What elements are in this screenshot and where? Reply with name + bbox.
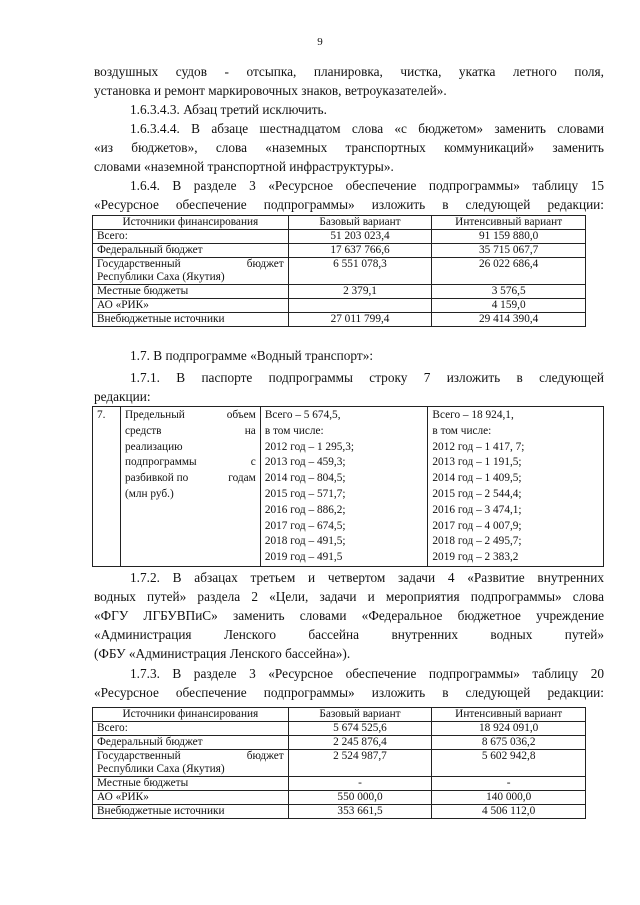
desc-word: разбивкой по xyxy=(124,472,189,485)
text-line: воздушных судов - отсыпка, планировка, чистка, укатка летного поля, xyxy=(94,64,604,79)
source-word: бюджет xyxy=(246,258,284,270)
source-word: Государственный xyxy=(97,258,181,270)
base-cell: 2 379,1 xyxy=(288,285,432,299)
text-line: «Ресурсное обеспечение подпрограммы» изложить в следующей редакции: xyxy=(94,197,604,212)
source-cell: Всего: xyxy=(93,230,289,244)
paragraph-1-7-2 xyxy=(94,568,604,663)
table-row xyxy=(93,750,586,777)
funding-line: Всего – 5 674,5, xyxy=(264,409,341,421)
funding-line: 2015 год – 2 544,4; xyxy=(432,487,522,500)
intensive-cell: 29 414 390,4 xyxy=(432,313,586,327)
source-cell: Местные бюджеты xyxy=(93,285,289,299)
base-cell: 550 000,0 xyxy=(288,791,432,805)
source-cell: Внебюджетные источники xyxy=(93,805,289,819)
funding-line: 2018 год – 491,5; xyxy=(264,535,346,548)
table-header-row xyxy=(93,216,586,230)
funding-line: 2017 год – 674,5; xyxy=(264,519,346,532)
text-line: 1.6.4. В разделе 3 «Ресурсное обеспечение подпрограммы» таблицу 15 xyxy=(130,178,604,193)
row-number-cell: 7. xyxy=(93,407,121,567)
base-cell xyxy=(288,299,432,313)
passport-row-7-table xyxy=(92,406,604,567)
intensive-cell: 5 602 942,8 xyxy=(432,750,586,777)
table-row xyxy=(93,805,586,819)
funding-line: 2013 год – 1 191,5; xyxy=(432,456,522,469)
desc-word: реализацию xyxy=(124,440,183,453)
desc-word: годам xyxy=(228,472,256,485)
base-cell: 2 245 876,4 xyxy=(288,736,432,750)
base-cell: 51 203 023,4 xyxy=(288,230,432,244)
text-line: (ФБУ «Администрация Ленского бассейна»). xyxy=(94,646,351,661)
funding-line: 2014 год – 804,5; xyxy=(264,472,346,485)
page-number: 9 xyxy=(317,36,323,48)
base-cell: - xyxy=(288,777,432,791)
source-cell: Всего: xyxy=(93,722,289,736)
table-row xyxy=(93,777,586,791)
base-cell: 17 637 766,6 xyxy=(288,244,432,258)
desc-word: подпрограммы xyxy=(124,456,197,469)
table-row xyxy=(93,313,586,327)
funding-line: 2015 год – 571,7; xyxy=(264,487,346,500)
desc-word: Предельный xyxy=(124,409,185,421)
base-funding-cell xyxy=(260,407,428,567)
funding-line: Всего – 18 924,1, xyxy=(432,409,514,421)
paragraph-1-6-3-4-4 xyxy=(94,119,604,176)
base-cell: 353 661,5 xyxy=(288,805,432,819)
desc-word: объем xyxy=(226,409,256,421)
base-cell: 2 524 987,7 xyxy=(288,750,432,777)
funding-line: 2017 год – 4 007,9; xyxy=(432,519,522,532)
paragraph-continuation xyxy=(94,62,604,100)
base-cell: 5 674 525,6 xyxy=(288,722,432,736)
funding-line: 2019 год – 491,5 xyxy=(264,551,343,564)
table-row xyxy=(93,736,586,750)
text-line: установка и ремонт маркировочных знаков, ветроуказателей». xyxy=(94,83,447,98)
table-row xyxy=(93,244,586,258)
text-line: 1.7.3. В разделе 3 «Ресурсное обеспечение подпрограммы» таблицу 20 xyxy=(130,666,604,681)
intensive-cell: 26 022 686,4 xyxy=(432,258,586,285)
table-row xyxy=(93,791,586,805)
header-cell: Базовый вариант xyxy=(288,708,432,722)
text-line: 1.7.2. В абзацах третьем и четвертом задачи 4 «Развитие внутренних xyxy=(130,570,604,585)
text-line: «Ресурсное обеспечение подпрограммы» изложить в следующей редакции: xyxy=(94,685,604,700)
desc-word: средств xyxy=(124,424,162,437)
source-cell: Внебюджетные источники xyxy=(93,313,289,327)
intensive-cell: 3 576,5 xyxy=(432,285,586,299)
source-cell: Федеральный бюджет xyxy=(93,244,289,258)
source-cell: Местные бюджеты xyxy=(93,777,289,791)
description-cell xyxy=(120,407,260,567)
table-15 xyxy=(92,215,586,327)
source-cell: АО «РИК» xyxy=(93,299,289,313)
desc-word: (млн руб.) xyxy=(124,487,174,500)
header-cell: Источники финансирования xyxy=(93,216,289,230)
source-word: Государственный xyxy=(97,750,181,762)
paragraph-1-6-4 xyxy=(94,176,604,214)
paragraph-1-6-3-4-3 xyxy=(94,100,604,119)
table-row xyxy=(93,285,586,299)
intensive-cell: 140 000,0 xyxy=(432,791,586,805)
source-cell xyxy=(93,258,289,285)
text-line: 1.7.1. В паспорте подпрограммы строку 7 изложить в следующей xyxy=(130,370,604,385)
funding-line: 2014 год – 1 409,5; xyxy=(432,472,522,485)
intensive-cell: 35 715 067,7 xyxy=(432,244,586,258)
paragraph-1-7-3 xyxy=(94,664,604,702)
header-cell: Интенсивный вариант xyxy=(432,216,586,230)
paragraph-1-7 xyxy=(94,346,604,365)
intensive-cell: 18 924 091,0 xyxy=(432,722,586,736)
text-line: «из бюджетов», слова «наземных транспортных коммуникаций» заменить xyxy=(94,140,604,155)
desc-word: с xyxy=(250,456,256,469)
intensive-cell: 91 159 880,0 xyxy=(432,230,586,244)
funding-line: 2013 год – 459,3; xyxy=(264,456,346,469)
intensive-cell: 8 675 036,2 xyxy=(432,736,586,750)
text-line: «Администрация Ленского бассейна внутренних водных путей» xyxy=(94,627,604,642)
base-cell: 6 551 078,3 xyxy=(288,258,432,285)
table-header-row xyxy=(93,708,586,722)
table-row xyxy=(93,299,586,313)
header-cell: Базовый вариант xyxy=(288,216,432,230)
intensive-cell: 4 506 112,0 xyxy=(432,805,586,819)
funding-line: в том числе: xyxy=(432,424,492,437)
table-20 xyxy=(92,707,586,819)
text-line: словами «наземной транспортной инфраструктуры». xyxy=(94,159,394,174)
funding-line: в том числе: xyxy=(264,424,324,437)
table-row xyxy=(93,230,586,244)
source-cell: АО «РИК» xyxy=(93,791,289,805)
text-line: водных путей» раздела 2 «Цели, задачи и мероприятия подпрограммы» слова xyxy=(94,589,604,604)
intensive-funding-cell xyxy=(428,407,604,567)
source-line: Республики Саха (Якутия) xyxy=(97,763,225,775)
header-cell: Источники финансирования xyxy=(93,708,289,722)
funding-line: 2018 год – 2 495,7; xyxy=(432,535,522,548)
desc-word: на xyxy=(244,424,256,437)
source-cell: Федеральный бюджет xyxy=(93,736,289,750)
text-line: 1.6.3.4.3. Абзац третий исключить. xyxy=(130,102,327,117)
funding-line: 2016 год – 3 474,1; xyxy=(432,503,522,516)
paragraph-1-7-1 xyxy=(94,368,604,406)
table-row xyxy=(93,258,586,285)
table-row xyxy=(93,407,604,567)
funding-line: 2012 год – 1 295,3; xyxy=(264,440,354,453)
source-line: Республики Саха (Якутия) xyxy=(97,271,225,283)
funding-line: 2016 год – 886,2; xyxy=(264,503,346,516)
text-line: 1.6.3.4.4. В абзаце шестнадцатом слова «с бюджетом» заменить словами xyxy=(130,121,604,136)
header-cell: Интенсивный вариант xyxy=(432,708,586,722)
base-cell: 27 011 799,4 xyxy=(288,313,432,327)
text-line: 1.7. В подпрограмме «Водный транспорт»: xyxy=(130,348,374,363)
source-cell xyxy=(93,750,289,777)
text-line: редакции: xyxy=(94,389,151,404)
text-line: «ФГУ ЛГБУВПиС» заменить словами «Федеральное бюджетное учреждение xyxy=(94,608,604,623)
intensive-cell: 4 159,0 xyxy=(432,299,586,313)
intensive-cell: - xyxy=(432,777,586,791)
funding-line: 2012 год – 1 417, 7; xyxy=(432,440,525,453)
funding-line: 2019 год – 2 383,2 xyxy=(432,551,519,564)
table-row xyxy=(93,722,586,736)
source-word: бюджет xyxy=(246,750,284,762)
